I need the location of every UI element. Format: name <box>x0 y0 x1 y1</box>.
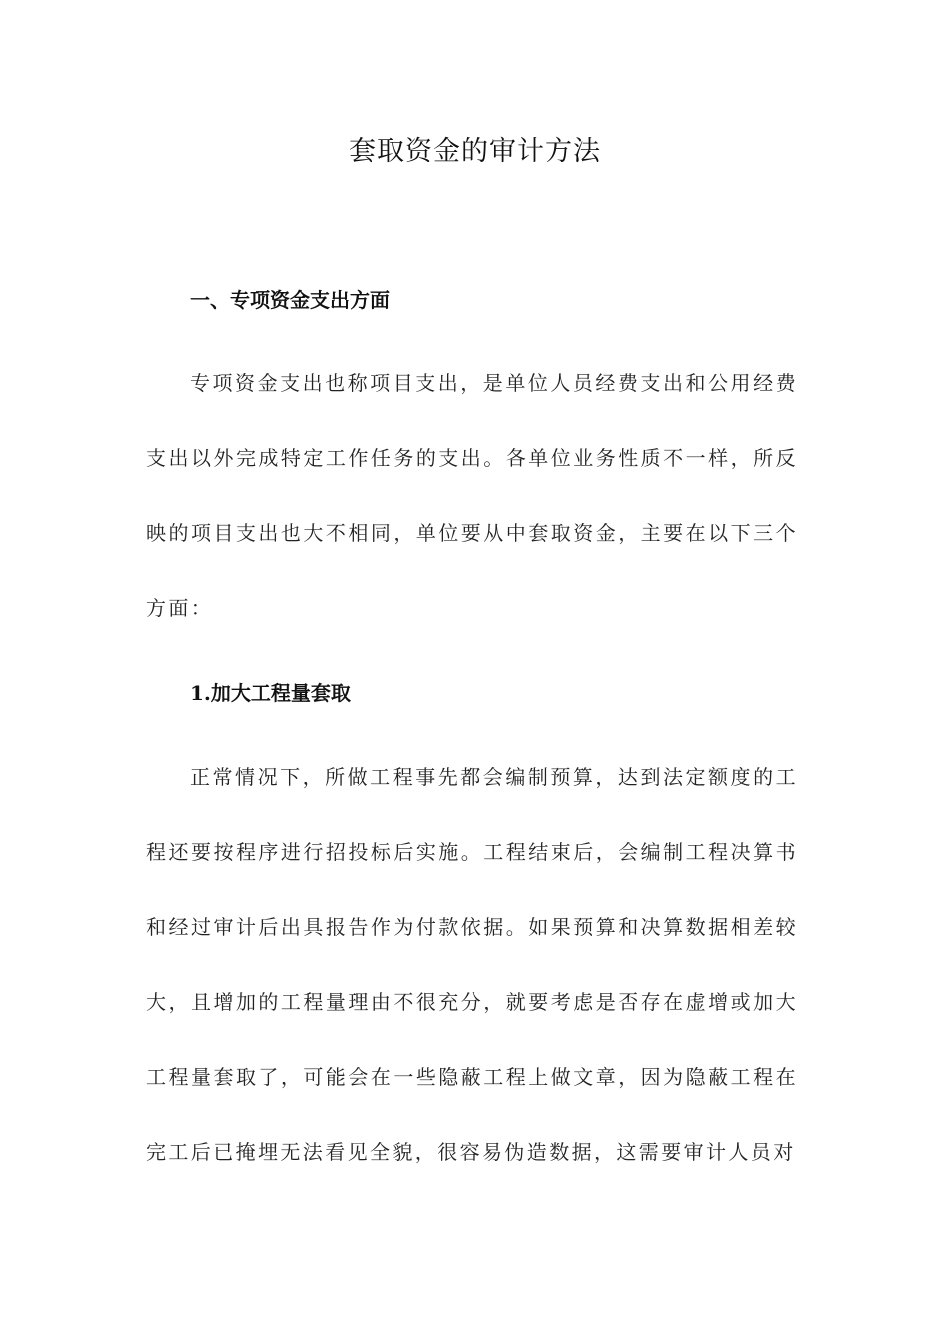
subsection-heading: 1.加大工程量套取 <box>190 681 351 705</box>
body-paragraph: 正常情况下，所做工程事先都会编制预算，达到法定额度的工程还要按程序进行招投标后实施。工程结束后，会编制工程决算书和经过审计后出具报告作为付款依据。如果预算和决算数据相差较大，且增加的工程量理由不很充分，就要考虑是否存在虚增或加大工程量套取了，可能会在一些隐蔽工程上做文章，因为隐蔽工程在完工后已掩埋无法看见全貌，很容易伪造数据，这需要审计人员对 <box>146 765 798 1164</box>
section-heading: 一、专项资金支出方面 <box>190 288 390 312</box>
body-paragraph: 专项资金支出也称项目支出，是单位人员经费支出和公用经费支出以外完成特定工作任务的支出。各单位业务性质不一样，所反映的项目支出也大不相同，单位要从中套取资金，主要在以下三个方面： <box>146 371 798 620</box>
document-title: 套取资金的审计方法 <box>349 136 601 167</box>
